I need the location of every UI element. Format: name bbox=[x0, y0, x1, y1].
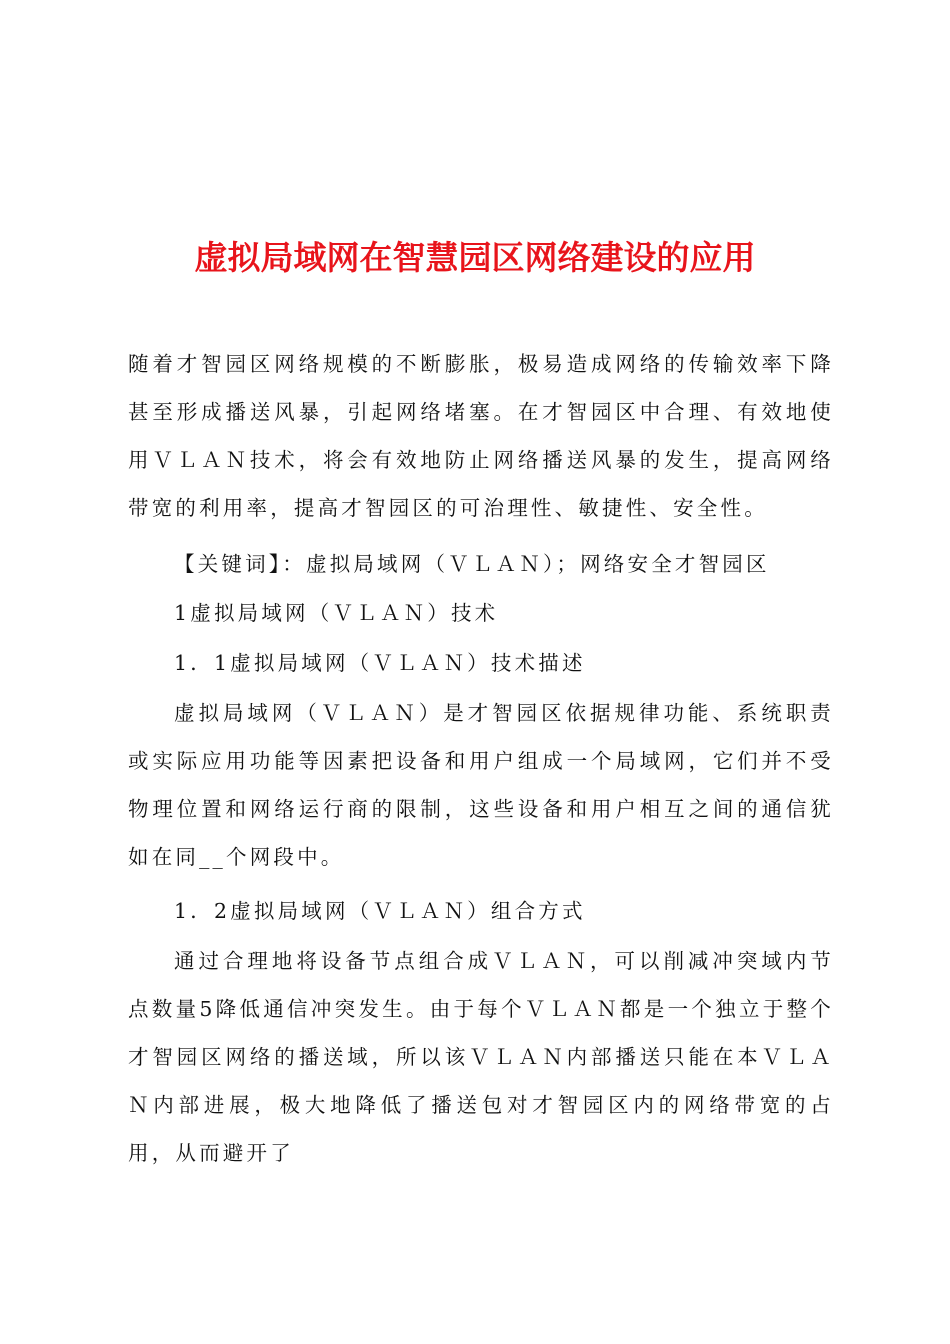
section-heading-1-2: 1．2虚拟局域网（ＶＬＡＮ）组合方式 bbox=[174, 899, 586, 923]
section-1-2-paragraph: 通过合理地将设备节点组合成ＶＬＡＮ，可以削减冲突域内节点数量5降低通信冲突发生。由于每个ＶＬＡＮ都是一个独立于整个才智园区网络的播送域，所以该ＶＬＡＮ内部播送只能在本ＶＬＡＮ内部进展，极大地降低了播送包对才智园区内的网络带宽的占用，从而避开了 bbox=[128, 949, 834, 1165]
section-heading-1: 1虚拟局域网（ＶＬＡＮ）技术 bbox=[174, 601, 499, 625]
keywords-line: 【关键词】：虚拟局域网（ＶＬＡＮ）；网络安全才智园区 bbox=[174, 552, 770, 576]
page-title: 虚拟局域网在智慧园区网络建设的应用 bbox=[194, 238, 756, 278]
section-1-1-paragraph: 虚拟局域网（ＶＬＡＮ）是才智园区依据规律功能、系统职责或实际应用功能等因素把设备和用户组成一个局域网，它们并不受物理位置和网络运行商的限制，这些设备和用户相互之间的通信犹如在同__个网段中。 bbox=[128, 701, 834, 869]
intro-paragraph: 随着才智园区网络规模的不断膨胀，极易造成网络的传输效率下降甚至形成播送风暴，引起网络堵塞。在才智园区中合理、有效地使用ＶＬＡＮ技术，将会有效地防止网络播送风暴的发生，提高网络带宽的利用率，提高才智园区的可治理性、敏捷性、安全性。 bbox=[128, 352, 834, 520]
section-heading-1-1: 1．1虚拟局域网（ＶＬＡＮ）技术描述 bbox=[174, 651, 586, 675]
